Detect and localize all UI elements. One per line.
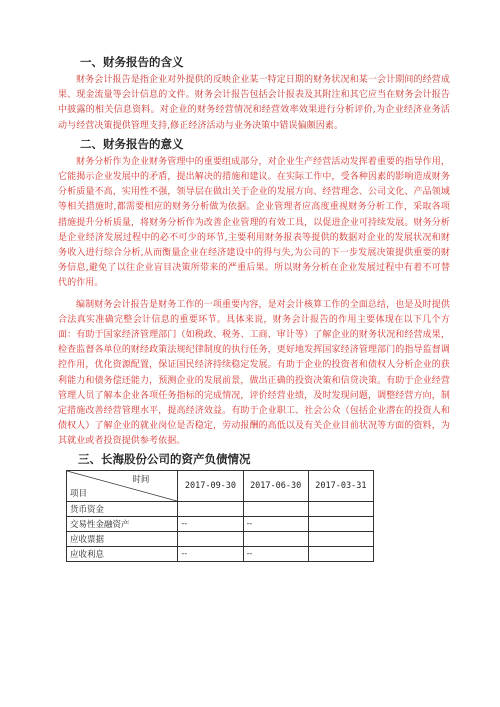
corner-label-item: 项目: [70, 488, 88, 499]
paragraph-significance-2: 编制财务会计报告是财务工作的一项重要内容，是对会计核算工作的全面总结，也是及时提供合法真实准确完整会计信息的重要环节。具体来说，财务会计报告的作用主要体现在以下几个方面：有助于国家经济管理部门（如税政、税务、工商、审计等）了解企业的财务状况和经营成果，检查监督各单位的财经政策法规纪律制度的执行任务，更好地发挥国家经济管理部门的指导监督调控作用，优化资源配置，保证国民经济持续稳定发展。有助于企业的投资者和债权人分析企业的获利能力和债务偿还能力，预测企业的发展前景，做出正确的投资决策和信贷决策。有助于企业经营管理人员了解本企业各项任务指标的完成情况，评价经营业绩，及时发现问题，调整经营方向，制定措施改善经营管理水平，提高经济效益。有助于企业职工、社会公众（包括企业潜在的投资人和债权人）了解企业的就业岗位是否稳定，劳动报酬的高低以及有关企业目前状况等方面的资料，为其就业或者投资提供参考依据。: [58, 299, 450, 447]
paragraph-significance-1: 财务分析作为企业财务管理中的重要组成部分，对企业生产经营活动发挥着重要的指导作用，它能揭示企业发展中的矛盾，提出解决的措施和建议。在实际工作中，受各种因素的影响造成财务分析质量不高，实用性不强，领导层在做出关于企业的发展方向、经营理念、公司文化、产品领域等相关措施时,都需要相应的财务分析做为依据。企业管理者应高度重视财务分析工作，采取各项措施提升分析质量，将财务分析作为改善企业管理的有效工具，以促进企业可持续发展。财务分析是企业经济发展过程中的必不可少的环节,主要利用财务报表等提供的数据对企业的发展状况和财务收入进行综合分析,从而衡量企业在经济建设中的得与失,为公司的下一步发展决策提供重要的财务信息,避免了以往企业盲目决策所带来的严重后果。所以财务分析在企业发展过程中有着不可替代的作用。: [58, 156, 450, 289]
section-heading-meaning: 一、财务报告的含义: [80, 55, 184, 69]
column-header-date: 2017-03-31: [308, 470, 373, 501]
table-cell: --: [243, 516, 308, 531]
paragraph-meaning: 财务会计报告是指企业对外提供的反映企业某一特定日期的财务状况和某一会计期间的经营成果、现金流量等会计信息的文件。财务会计报告包括会计报表及其附注和其它应当在财务会计报告中披露的相关信息资料。对企业的财务经营情况和经营效率效果进行分析评价,为企业经济业务活动与经营决策提供管理支持,修正经济活动与业务决策中错误偏颇因素。: [58, 75, 450, 131]
document-page: [58, 50, 450, 562]
table-cell: [308, 546, 373, 561]
table-cell: [178, 501, 243, 516]
section-heading-balance-sheet: 三、长海股份公司的资产负债情况: [78, 451, 251, 466]
corner-label-time: 时间: [132, 474, 150, 485]
table-cell: [308, 531, 373, 546]
table-cell: [243, 531, 308, 546]
table-cell: [243, 501, 308, 516]
table-cell: [308, 501, 373, 516]
table-cell: --: [178, 516, 243, 531]
row-label: 交易性金融资产: [67, 516, 178, 531]
column-header-date: 2017-06-30: [243, 470, 308, 501]
table-row: [67, 531, 374, 546]
section-heading-significance: 二、财务报告的意义: [80, 136, 184, 151]
row-label: 货币资金: [67, 501, 178, 516]
row-label: 应收票据: [67, 531, 178, 546]
table-row: [67, 546, 374, 561]
table-cell: --: [178, 546, 243, 561]
table-corner-cell: [67, 470, 178, 501]
table-cell: --: [243, 546, 308, 561]
table-row: [67, 501, 374, 516]
table-header-row: [67, 470, 374, 501]
balance-sheet-table: [66, 470, 374, 562]
column-header-date: 2017-09-30: [178, 470, 243, 501]
row-label: 应收利息: [67, 546, 178, 561]
table-row: [67, 516, 374, 531]
table-cell: [178, 531, 243, 546]
table-cell: [308, 516, 373, 531]
